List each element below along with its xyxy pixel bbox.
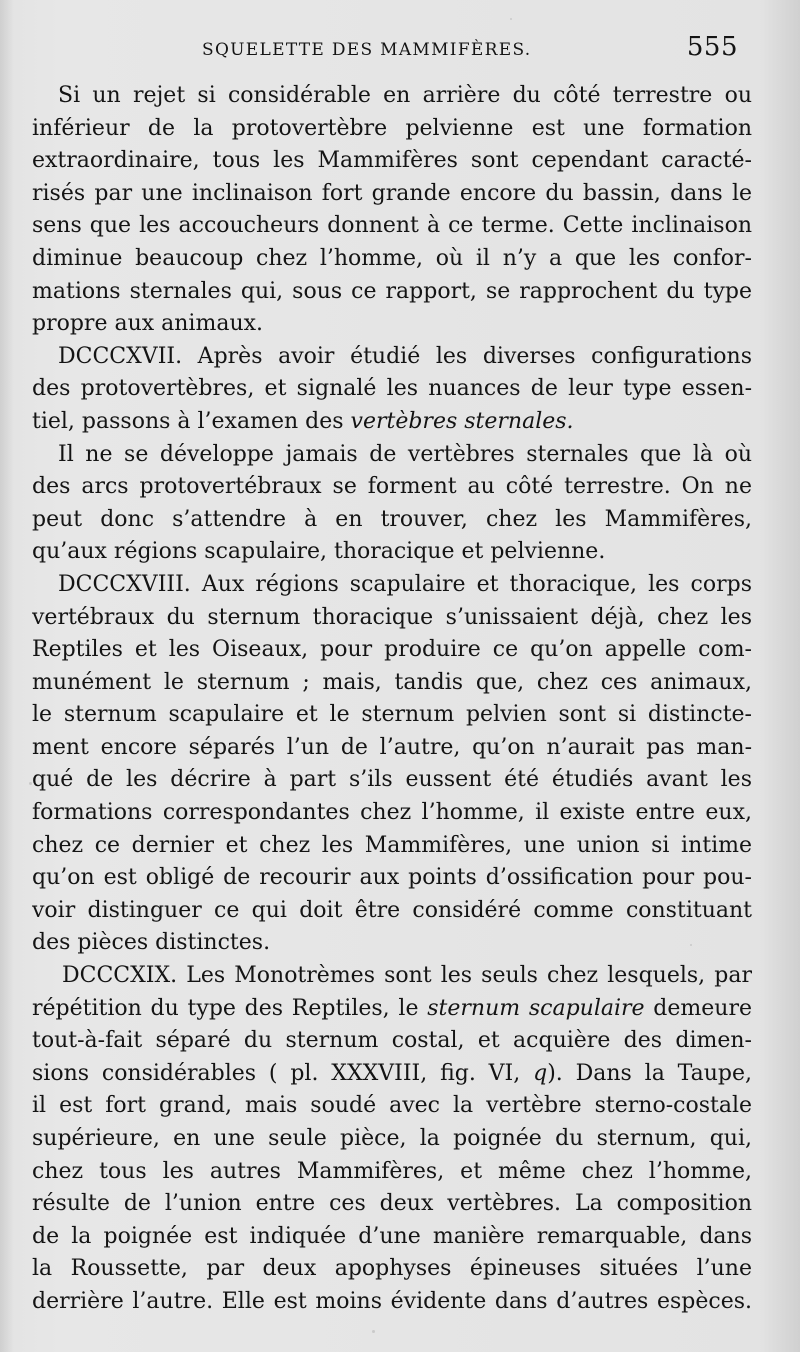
text-line: ment encore séparés l’un de l’autre, qu’on n’aurait pas man- xyxy=(32,734,752,760)
text-line: DCCCXVII. Après avoir étudié les diverses configurations xyxy=(58,343,752,369)
italic-term: sternum scapulaire xyxy=(427,995,645,1021)
text-line: mations sternales qui, sous ce rapport, se rapprochent du type xyxy=(32,278,752,304)
text-line: des arcs protovertébraux se forment au côté terrestre. On ne xyxy=(32,474,752,500)
text-line: Reptiles et les Oiseaux, pour produire ce qu’on appelle com- xyxy=(32,637,752,663)
italic-term: vertèbres sternales. xyxy=(350,408,574,434)
text-line: peut donc s’attendre à en trouver, chez les Mammifères, xyxy=(32,506,752,532)
text-line: voir distinguer ce qui doit être considéré comme constituant xyxy=(32,897,752,923)
italic-term: q xyxy=(533,1060,548,1086)
text-line: derrière l’autre. Elle est moins évidente dans d’autres espèces. xyxy=(32,1288,752,1314)
text-line: risés par une inclinaison fort grande encore du bassin, dans le xyxy=(32,180,752,206)
text-line xyxy=(32,1058,752,1091)
text-line: la Roussette, par deux apophyses épineuses situées l’une xyxy=(32,1256,752,1282)
running-title: SQUELETTE DES MAMMIFÈRES. xyxy=(202,40,532,60)
text-line: chez ce dernier et chez les Mammifères, une union si intime xyxy=(32,832,752,858)
page-number: 555 xyxy=(686,32,738,62)
text-line: chez tous les autres Mammifères, et même chez l’homme, xyxy=(32,1158,752,1184)
text-line: il est fort grand, mais soudé avec la vertèbre sterno-costale xyxy=(32,1093,752,1119)
text-line: qu’aux régions scapulaire, thoracique et pelvienne. xyxy=(32,539,606,565)
text-segment: ). Dans la Taupe, xyxy=(547,1060,752,1086)
text-line: des protovertèbres, et signalé les nuances de leur type essen- xyxy=(32,376,752,402)
text-segment: tiel, passons à l’examen des xyxy=(32,408,351,434)
text-line: Il ne se développe jamais de vertèbres sternales que là où xyxy=(58,441,752,467)
text-line: qu’on est obligé de recourir aux points d’ossification pour pou- xyxy=(32,865,752,891)
text-segment: sions considérables ( pl. XXXVIII, fig. VI, xyxy=(32,1060,534,1086)
text-segment: demeure xyxy=(644,995,752,1021)
text-line: DCCCXIX. Les Monotrèmes sont les seuls chez lesquels, par xyxy=(62,963,752,989)
text-line xyxy=(32,993,752,1026)
text-line xyxy=(32,406,752,439)
text-line: supérieure, en une seule pièce, la poignée du sternum, qui, xyxy=(32,1126,752,1151)
text-line: propre aux animaux. xyxy=(32,311,264,337)
text-line: DCCCXVIII. Aux régions scapulaire et thoracique, les corps xyxy=(58,571,752,597)
text-line: diminue beaucoup chez l’homme, où il n’y a que les confor- xyxy=(32,245,752,271)
text-line: Si un rejet si considérable en arrière du côté terrestre ou xyxy=(58,83,752,108)
paper-speck xyxy=(510,18,512,20)
paper-speck xyxy=(29,782,32,785)
text-line: de la poignée est indiquée d’une manière remarquable, dans xyxy=(32,1223,752,1249)
text-line: inférieur de la protovertèbre pelvienne est une formation xyxy=(32,115,752,141)
text-line: munément le sternum ; mais, tandis que, chez ces animaux, xyxy=(32,669,752,695)
text-line: formations correspondantes chez l’homme, il existe entre eux, xyxy=(32,800,752,826)
text-line: extraordinaire, tous les Mammifères sont cependant caracté- xyxy=(32,148,752,174)
text-line: des pièces distinctes. xyxy=(32,930,271,956)
text-line: sens que les accoucheurs donnent à ce terme. Cette inclinaison xyxy=(32,213,752,239)
text-line: résulte de l’union entre ces deux vertèbres. La composition xyxy=(32,1191,752,1217)
paper-speck xyxy=(690,944,692,946)
text-line: vertébraux du sternum thoracique s’unissaient déjà, chez les xyxy=(32,604,752,630)
page-header xyxy=(40,32,740,66)
text-segment: répétition du type des Reptiles, le xyxy=(32,995,428,1021)
text-line: le sternum scapulaire et le sternum pelvien sont si distincte- xyxy=(32,702,752,728)
text-line: tout-à-fait séparé du sternum costal, et acquière des dimen- xyxy=(32,1028,752,1054)
body-text xyxy=(32,80,752,1319)
paper-speck xyxy=(372,1330,375,1333)
text-line: qué de les décrire à part s’ils eussent été étudiés avant les xyxy=(32,767,752,793)
